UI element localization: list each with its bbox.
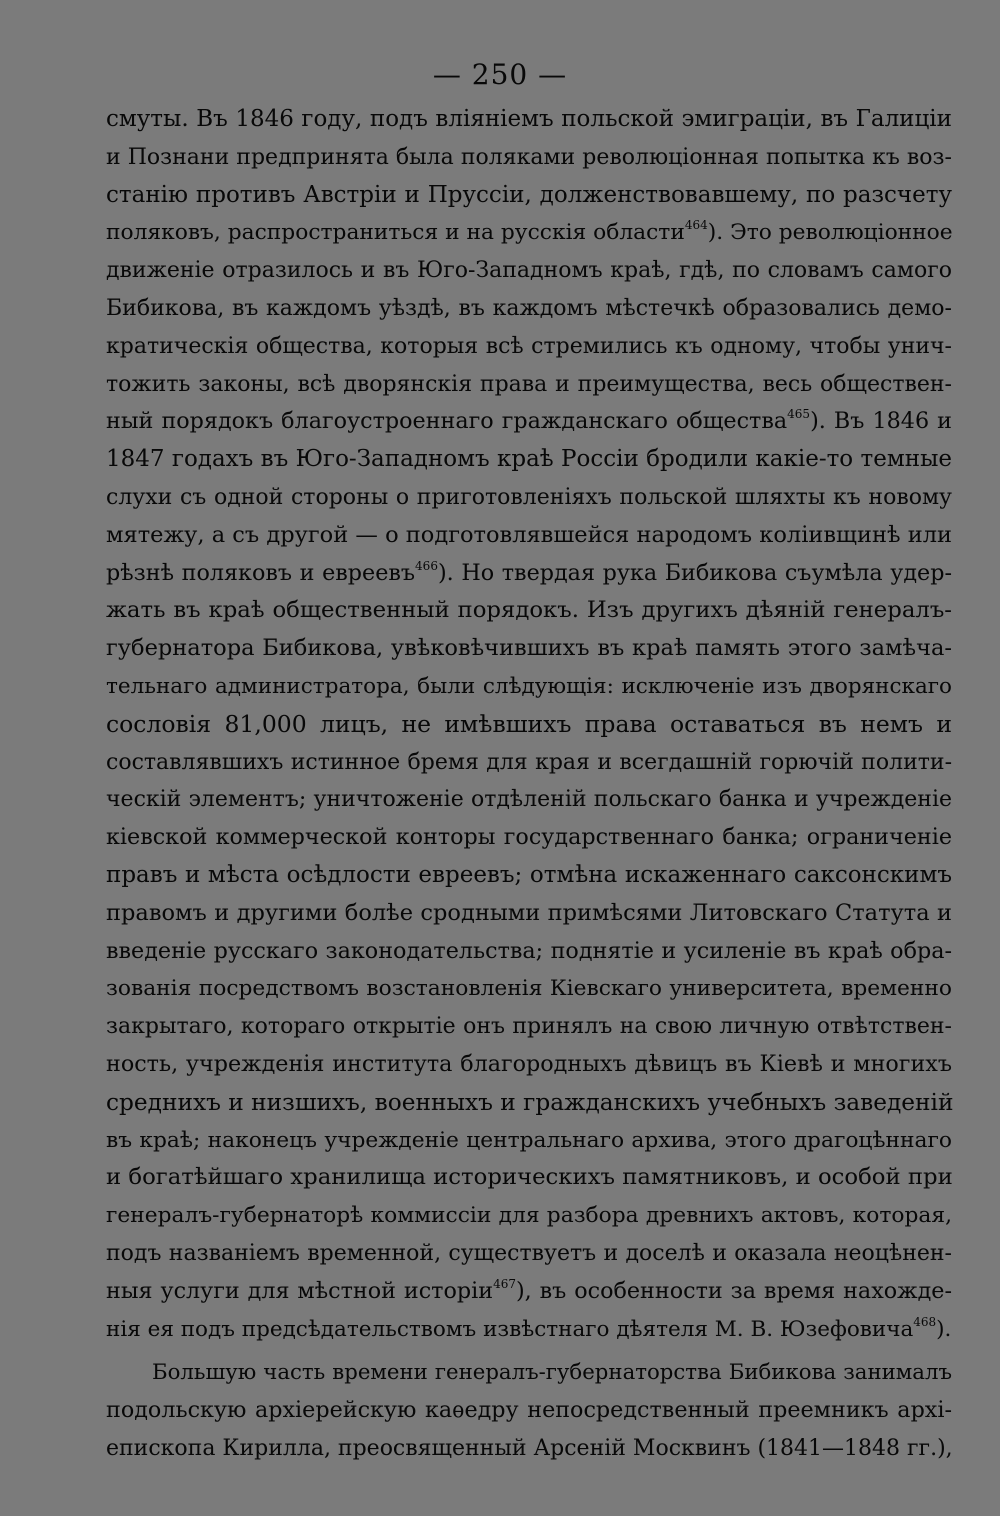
line-text: ныя услуги для мѣстной исторіи [106, 1277, 494, 1304]
text-line [106, 706, 952, 744]
text-line [106, 214, 952, 252]
text-line [106, 101, 952, 139]
text-line [106, 1197, 952, 1235]
page-number: — 250 — [432, 58, 568, 91]
text-line [106, 744, 952, 782]
line-text-after-footnote: ). Это революціонное [707, 220, 953, 246]
line-text: введеніе русскаго законодательства; поднятіе и усиленіе въ краѣ обра- [106, 937, 952, 964]
text-line [106, 1008, 952, 1046]
line-text: станію противъ Австріи и Пруссіи, долженствовавшему, по разсчету [106, 181, 952, 208]
text-line [106, 1354, 952, 1392]
text-line [106, 781, 952, 819]
text-line [106, 1430, 952, 1468]
line-text: подольскую архіерейскую каѳедру непосредственный преемникъ архі- [106, 1397, 952, 1424]
line-text-after-footnote: ). Но твердая рука Бибикова съумѣла удер- [437, 559, 952, 586]
line-text: тожить законы, всѣ дворянскія права и преимущества, весь обществен- [106, 371, 952, 397]
text-line [106, 290, 952, 328]
line-text: и Познани предпринята была поляками революціонная попытка къ воз- [106, 144, 952, 170]
line-text: зованія посредствомъ возстановленія Кіевскаго университета, временно [106, 976, 952, 1002]
line-text: поляковъ, распространиться и на русскія области [106, 220, 685, 246]
line-text: кіевской коммерческой конторы государственнаго банка; ограниченіе [106, 824, 952, 851]
line-text: ческій элементъ; уничтоженіе отдѣленій польскаго банка и учрежденіе [106, 787, 952, 813]
text-line [106, 479, 952, 517]
line-text: ный порядокъ благоустроеннаго гражданскаго общества [106, 408, 788, 435]
line-text: жать въ краѣ общественный порядокъ. Изъ другихъ дѣяній генералъ- [106, 597, 952, 624]
text-line [106, 366, 952, 404]
text-line [106, 1311, 952, 1349]
text-line [106, 1273, 952, 1311]
line-text: Бибикова, въ каждомъ уѣздѣ, въ каждомъ мѣстечкѣ образовались демо- [106, 295, 952, 321]
text-line [106, 1235, 952, 1273]
footnote-ref[interactable]: 468 [913, 1314, 937, 1329]
line-text: смуты. Въ 1846 году, подъ вліяніемъ польской эмиграціи, въ Галиціи [106, 106, 952, 132]
text-line [106, 1392, 952, 1430]
line-text: сословія 81,000 лицъ, не имѣвшихъ права оставаться въ немъ и [106, 709, 952, 738]
text-line [106, 1159, 952, 1197]
line-text: губернатора Бибикова, увѣковѣчившихъ въ краѣ память этого замѣча- [106, 635, 952, 662]
line-text: мятежу, а съ другой — о подготовлявшейся народомъ коліивщинѣ или [106, 521, 952, 548]
line-text: закрытаго, котораго открытіе онъ принялъ на свою личную отвѣтствен- [106, 1014, 952, 1040]
line-text: составлявшихъ истинное бремя для края и всегдашній горючій полити- [106, 749, 952, 775]
text-line [106, 517, 952, 555]
line-text: движеніе отразилось и въ Юго-Западномъ краѣ, гдѣ, по словамъ самого [106, 258, 952, 284]
line-text: нія ея подъ предсѣдательствомъ извѣстнаго дѣятеля М. В. Юзефовича [106, 1316, 914, 1342]
line-text: кратическія общества, которыя всѣ стремились къ одному, чтобы унич- [106, 333, 952, 359]
text-line [106, 328, 952, 366]
line-text: генералъ-губернаторѣ коммиссіи для разбора древнихъ актовъ, которая, [106, 1203, 952, 1229]
line-text: тельнаго администратора, были слѣдующія: исключеніе изъ дворянскаго [106, 673, 952, 699]
line-text: правомъ и другими болѣе сродными примѣсями Литовскаго Статута и [106, 899, 952, 926]
text-line [106, 857, 952, 895]
text-line [106, 970, 952, 1008]
line-text: и богатѣйшаго хранилища историческихъ памятниковъ, и особой при [106, 1164, 953, 1191]
line-text-after-footnote: ). [936, 1316, 952, 1342]
line-text: Большую часть времени генералъ-губернаторства Бибикова занималъ [152, 1360, 952, 1386]
text-line [106, 933, 952, 971]
line-text: правъ и мѣста осѣдлости евреевъ; отмѣна искаженнаго саксонскимъ [106, 861, 952, 888]
footnote-ref[interactable]: 465 [787, 407, 811, 422]
footnote-ref[interactable]: 467 [493, 1276, 516, 1291]
text-line [106, 1084, 952, 1122]
line-text: 1847 годахъ въ Юго-Западномъ краѣ Россіи бродили какіе-то темные [106, 446, 952, 473]
paragraph [106, 101, 952, 1348]
line-text: подъ названіемъ временной, существуетъ и доселѣ и оказала неоцѣнен- [106, 1240, 952, 1266]
text-line [106, 441, 952, 479]
line-text: слухи съ одной стороны о приготовленіяхъ польской шляхты къ новому [106, 484, 952, 510]
text-line [106, 630, 952, 668]
footnote-ref[interactable]: 464 [684, 218, 708, 233]
line-text: среднихъ и низшихъ, военныхъ и гражданскихъ учебныхъ заведеній [106, 1088, 954, 1116]
text-line [106, 819, 952, 857]
line-text: рѣзнѣ поляковъ и евреевъ [106, 559, 416, 586]
text-line [106, 668, 952, 706]
body-text [106, 101, 952, 1468]
line-text: ность, учрежденія института благородныхъ дѣвицъ въ Кіевѣ и многихъ [106, 1050, 952, 1077]
footnote-ref[interactable]: 466 [415, 558, 438, 573]
text-line [106, 592, 952, 630]
text-line [106, 1046, 952, 1084]
line-text: епископа Кирилла, преосвященный Арсеній Москвинъ (1841—1848 гг.), [106, 1435, 953, 1461]
line-text: въ краѣ; наконецъ учрежденіе центральнаго архива, этого драгоцѣннаго [106, 1127, 952, 1153]
text-line [106, 139, 952, 177]
line-text-after-footnote: ). Въ 1846 и [810, 408, 953, 435]
text-line [106, 403, 952, 441]
text-line [106, 177, 952, 215]
text-line [106, 252, 952, 290]
paragraph [106, 1354, 952, 1467]
text-line [106, 555, 952, 593]
text-line [106, 895, 952, 933]
text-line [106, 1122, 952, 1160]
line-text-after-footnote: ), въ особенности за время нахожде- [515, 1277, 952, 1304]
